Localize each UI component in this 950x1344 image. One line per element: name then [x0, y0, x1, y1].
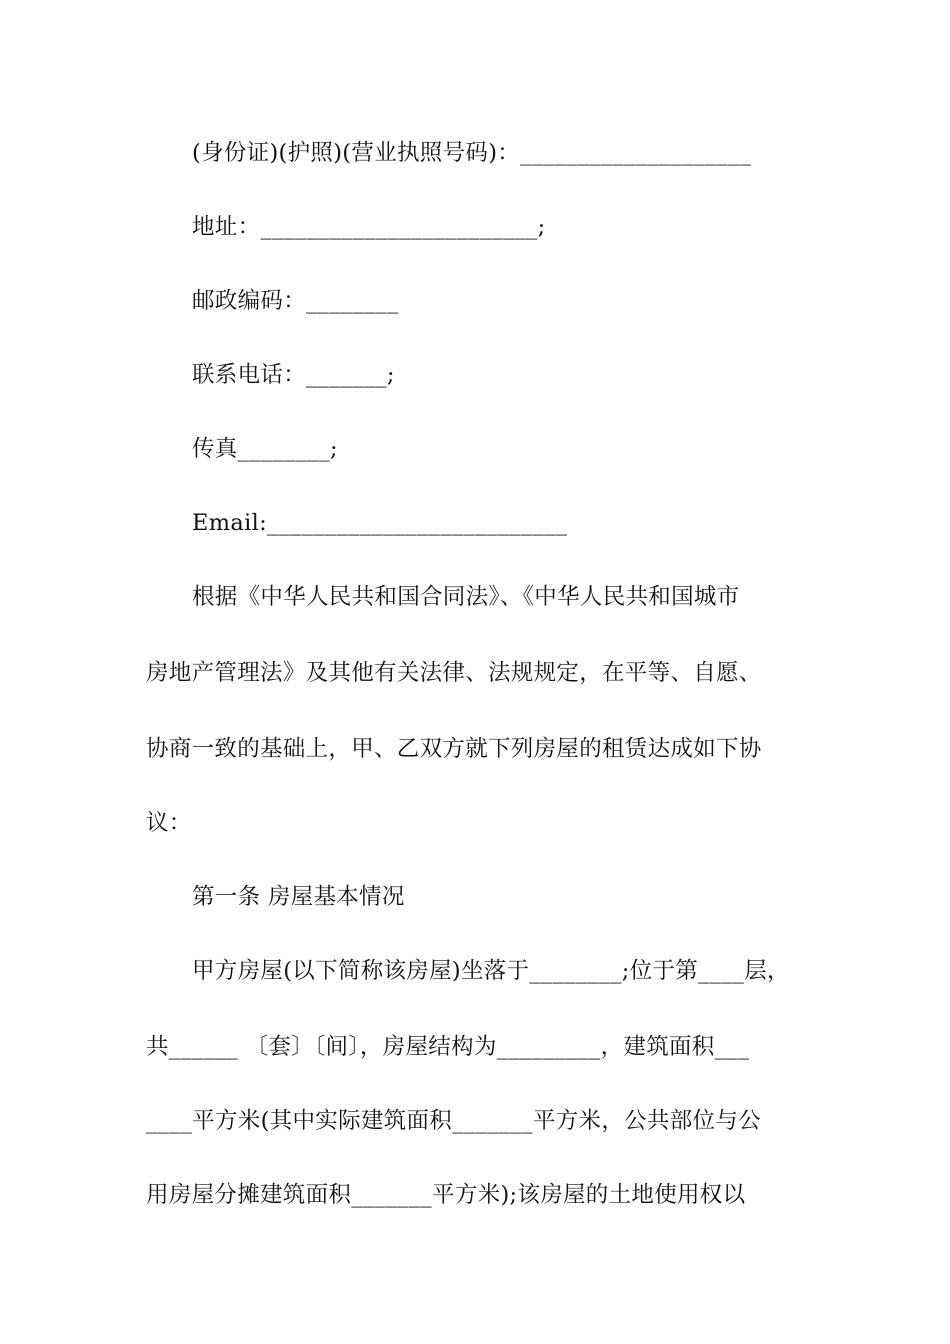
- address-line: 地址：________________________;: [192, 214, 546, 240]
- article-1-heading: 第一条 房屋基本情况: [192, 884, 405, 910]
- preamble-line-4: 议：: [146, 810, 192, 836]
- phone-line: 联系电话：_______;: [192, 362, 395, 388]
- preamble-line-1: 根据《中华人民共和国合同法》、《中华人民共和国城市: [192, 584, 740, 610]
- fax-line: 传真________;: [192, 436, 338, 462]
- article-1-line-1: 甲方房屋(以下简称该房屋)坐落于________;位于第____层，: [192, 958, 790, 984]
- email-line: Email:__________________________: [192, 510, 568, 536]
- article-1-line-2: 共______ 〔套〕〔间〕，房屋结构为_________，建筑面积___: [146, 1034, 750, 1060]
- id-number-line: (身份证)(护照)(营业执照号码)：____________________: [192, 140, 752, 166]
- preamble-line-2: 房地产管理法》及其他有关法律、法规规定，在平等、自愿、: [146, 660, 762, 686]
- article-1-line-4: 用房屋分摊建筑面积_______平方米);该房屋的土地使用权以: [146, 1182, 746, 1208]
- article-1-line-3: ____平方米(其中实际建筑面积_______平方米，公共部位与公: [146, 1108, 761, 1134]
- postal-code-line: 邮政编码：________: [192, 288, 399, 314]
- preamble-line-3: 协商一致的基础上，甲、乙双方就下列房屋的租赁达成如下协: [146, 736, 762, 762]
